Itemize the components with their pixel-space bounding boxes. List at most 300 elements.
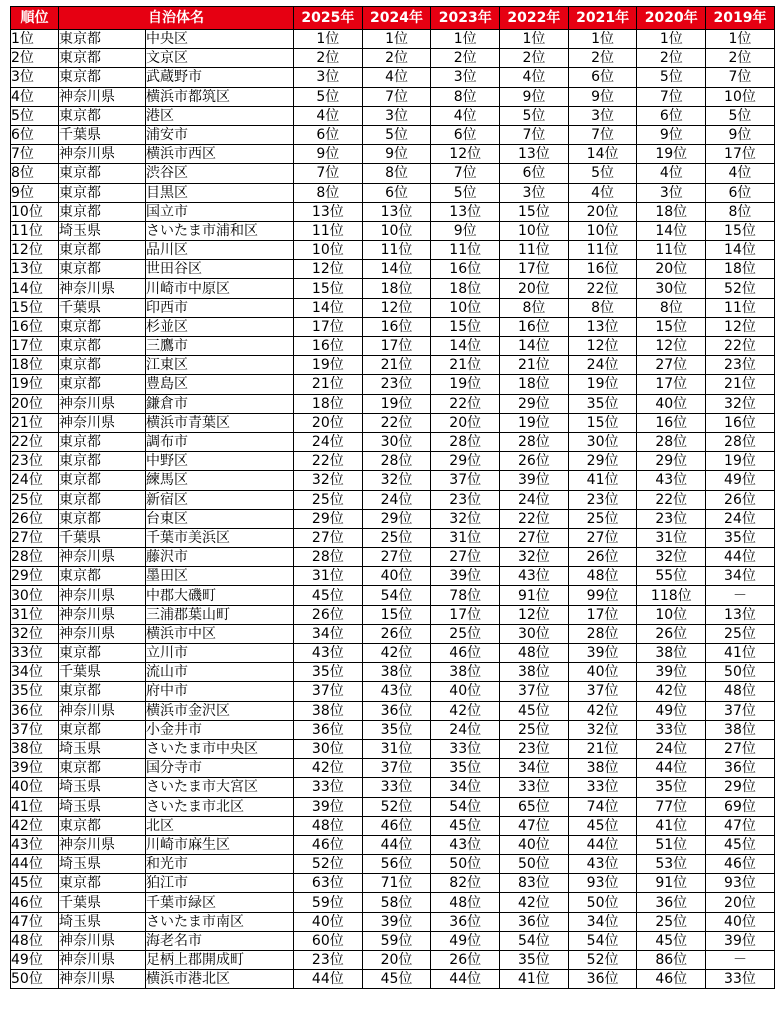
city-cell: 流山市: [146, 663, 294, 682]
year-2023-cell: 17位: [431, 605, 500, 624]
header-year-2021: 2021年: [568, 7, 637, 30]
year-2022-cell: 24位: [500, 490, 569, 509]
year-2020-cell: 19位: [637, 145, 706, 164]
table-row: [11, 855, 775, 874]
table-row: [11, 912, 775, 931]
year-2025-cell: 63位: [294, 874, 363, 893]
rank-cell: 32位: [11, 624, 59, 643]
year-2021-cell: 48位: [568, 567, 637, 586]
prefecture-cell: 神奈川県: [59, 701, 146, 720]
year-2024-cell: 22位: [362, 413, 431, 432]
year-2021-cell: 41位: [568, 471, 637, 490]
year-2021-cell: 37位: [568, 682, 637, 701]
rank-cell: 38位: [11, 739, 59, 758]
rank-cell: 4位: [11, 87, 59, 106]
year-2019-cell: 52位: [706, 279, 775, 298]
year-2021-cell: 26位: [568, 548, 637, 567]
year-2023-cell: 45位: [431, 816, 500, 835]
year-2019-cell: 8位: [706, 202, 775, 221]
prefecture-cell: 東京都: [59, 337, 146, 356]
table-row: [11, 106, 775, 125]
city-cell: 鎌倉市: [146, 394, 294, 413]
city-cell: 横浜市西区: [146, 145, 294, 164]
rank-cell: 31位: [11, 605, 59, 624]
year-2019-cell: 93位: [706, 874, 775, 893]
year-2024-cell: 43位: [362, 682, 431, 701]
table-row: [11, 49, 775, 68]
year-2023-cell: 38位: [431, 663, 500, 682]
year-2020-cell: 77位: [637, 797, 706, 816]
rank-cell: 34位: [11, 663, 59, 682]
year-2024-cell: 9位: [362, 145, 431, 164]
year-2025-cell: 15位: [294, 279, 363, 298]
table-row: [11, 221, 775, 240]
prefecture-cell: 埼玉県: [59, 739, 146, 758]
year-2024-cell: 3位: [362, 106, 431, 125]
year-2022-cell: 10位: [500, 221, 569, 240]
year-2020-cell: 28位: [637, 432, 706, 451]
year-2024-cell: 18位: [362, 279, 431, 298]
city-cell: さいたま市大宮区: [146, 778, 294, 797]
rank-cell: 16位: [11, 317, 59, 336]
year-2023-cell: 7位: [431, 164, 500, 183]
year-2024-cell: 56位: [362, 855, 431, 874]
city-cell: 横浜市都筑区: [146, 87, 294, 106]
header-year-2023: 2023年: [431, 7, 500, 30]
city-cell: 世田谷区: [146, 260, 294, 279]
year-2021-cell: 5位: [568, 164, 637, 183]
year-2025-cell: 48位: [294, 816, 363, 835]
year-2024-cell: 6位: [362, 183, 431, 202]
year-2021-cell: 10位: [568, 221, 637, 240]
year-2023-cell: 42位: [431, 701, 500, 720]
year-2019-cell: 39位: [706, 931, 775, 950]
prefecture-cell: 東京都: [59, 490, 146, 509]
year-2025-cell: 26位: [294, 605, 363, 624]
table-row: [11, 528, 775, 547]
year-2022-cell: 12位: [500, 605, 569, 624]
year-2021-cell: 9位: [568, 87, 637, 106]
year-2019-cell: 38位: [706, 720, 775, 739]
year-2025-cell: 6位: [294, 125, 363, 144]
city-cell: 国立市: [146, 202, 294, 221]
year-2019-cell: 14位: [706, 241, 775, 260]
rank-cell: 18位: [11, 356, 59, 375]
year-2020-cell: 25位: [637, 912, 706, 931]
year-2024-cell: 31位: [362, 739, 431, 758]
table-row: [11, 893, 775, 912]
city-cell: さいたま市浦和区: [146, 221, 294, 240]
year-2020-cell: 55位: [637, 567, 706, 586]
rank-cell: 3位: [11, 68, 59, 87]
year-2024-cell: 33位: [362, 778, 431, 797]
year-2019-cell: 28位: [706, 432, 775, 451]
year-2024-cell: 7位: [362, 87, 431, 106]
year-2019-cell: 33位: [706, 970, 775, 989]
prefecture-cell: 埼玉県: [59, 778, 146, 797]
rank-cell: 8位: [11, 164, 59, 183]
city-cell: 江東区: [146, 356, 294, 375]
year-2025-cell: 16位: [294, 337, 363, 356]
year-2019-cell: 19位: [706, 452, 775, 471]
year-2021-cell: 28位: [568, 624, 637, 643]
city-cell: 和光市: [146, 855, 294, 874]
table-row: [11, 778, 775, 797]
prefecture-cell: 東京都: [59, 68, 146, 87]
year-2023-cell: 40位: [431, 682, 500, 701]
year-2020-cell: 43位: [637, 471, 706, 490]
prefecture-cell: 東京都: [59, 509, 146, 528]
year-2021-cell: 21位: [568, 739, 637, 758]
year-2023-cell: 44位: [431, 970, 500, 989]
prefecture-cell: 東京都: [59, 106, 146, 125]
table-row: [11, 931, 775, 950]
year-2019-cell: 26位: [706, 490, 775, 509]
rank-cell: 15位: [11, 298, 59, 317]
table-row: [11, 432, 775, 451]
year-2024-cell: 4位: [362, 68, 431, 87]
year-2025-cell: 10位: [294, 241, 363, 260]
year-2022-cell: 20位: [500, 279, 569, 298]
prefecture-cell: 東京都: [59, 356, 146, 375]
year-2022-cell: 34位: [500, 759, 569, 778]
year-2025-cell: 24位: [294, 432, 363, 451]
city-cell: 武蔵野市: [146, 68, 294, 87]
year-2023-cell: 37位: [431, 471, 500, 490]
header-year-2024: 2024年: [362, 7, 431, 30]
prefecture-cell: 千葉県: [59, 528, 146, 547]
rank-cell: 1位: [11, 30, 59, 49]
rank-cell: 12位: [11, 241, 59, 260]
year-2025-cell: 3位: [294, 68, 363, 87]
year-2020-cell: 22位: [637, 490, 706, 509]
year-2022-cell: 91位: [500, 586, 569, 605]
year-2020-cell: 14位: [637, 221, 706, 240]
rank-cell: 48位: [11, 931, 59, 950]
prefecture-cell: 神奈川県: [59, 970, 146, 989]
prefecture-cell: 千葉県: [59, 893, 146, 912]
year-2020-cell: 6位: [637, 106, 706, 125]
year-2025-cell: 38位: [294, 701, 363, 720]
year-2021-cell: 50位: [568, 893, 637, 912]
rank-cell: 11位: [11, 221, 59, 240]
year-2025-cell: 1位: [294, 30, 363, 49]
year-2024-cell: 23位: [362, 375, 431, 394]
city-cell: 北区: [146, 816, 294, 835]
rank-cell: 19位: [11, 375, 59, 394]
year-2019-cell: 17位: [706, 145, 775, 164]
year-2024-cell: 37位: [362, 759, 431, 778]
year-2024-cell: 46位: [362, 816, 431, 835]
year-2020-cell: 42位: [637, 682, 706, 701]
year-2019-cell: 16位: [706, 413, 775, 432]
year-2023-cell: 11位: [431, 241, 500, 260]
prefecture-cell: 神奈川県: [59, 835, 146, 854]
year-2023-cell: 36位: [431, 912, 500, 931]
year-2024-cell: 11位: [362, 241, 431, 260]
rank-cell: 27位: [11, 528, 59, 547]
year-2022-cell: 1位: [500, 30, 569, 49]
year-2022-cell: 36位: [500, 912, 569, 931]
city-cell: 新宿区: [146, 490, 294, 509]
prefecture-cell: 埼玉県: [59, 912, 146, 931]
year-2019-cell: 29位: [706, 778, 775, 797]
rank-cell: 50位: [11, 970, 59, 989]
year-2020-cell: 118位: [637, 586, 706, 605]
year-2024-cell: 13位: [362, 202, 431, 221]
year-2022-cell: 39位: [500, 471, 569, 490]
prefecture-cell: 神奈川県: [59, 394, 146, 413]
table-row: [11, 471, 775, 490]
year-2022-cell: 19位: [500, 413, 569, 432]
year-2024-cell: 39位: [362, 912, 431, 931]
year-2022-cell: 3位: [500, 183, 569, 202]
table-row: [11, 663, 775, 682]
year-2025-cell: 59位: [294, 893, 363, 912]
city-cell: 府中市: [146, 682, 294, 701]
header-year-2019: 2019年: [706, 7, 775, 30]
city-cell: 川崎市中原区: [146, 279, 294, 298]
rank-cell: 24位: [11, 471, 59, 490]
table-row: [11, 720, 775, 739]
year-2019-cell: 24位: [706, 509, 775, 528]
year-2024-cell: 12位: [362, 298, 431, 317]
table-row: [11, 413, 775, 432]
year-2022-cell: 8位: [500, 298, 569, 317]
year-2023-cell: 13位: [431, 202, 500, 221]
year-2020-cell: 45位: [637, 931, 706, 950]
table-row: [11, 317, 775, 336]
year-2019-cell: 32位: [706, 394, 775, 413]
year-2022-cell: 47位: [500, 816, 569, 835]
rank-cell: 49位: [11, 951, 59, 970]
prefecture-cell: 神奈川県: [59, 413, 146, 432]
year-2020-cell: 18位: [637, 202, 706, 221]
year-2019-cell: 45位: [706, 835, 775, 854]
year-2020-cell: 27位: [637, 356, 706, 375]
year-2022-cell: 65位: [500, 797, 569, 816]
city-cell: 国分寺市: [146, 759, 294, 778]
year-2025-cell: 25位: [294, 490, 363, 509]
year-2020-cell: 53位: [637, 855, 706, 874]
year-2022-cell: 33位: [500, 778, 569, 797]
year-2024-cell: 45位: [362, 970, 431, 989]
year-2020-cell: 35位: [637, 778, 706, 797]
year-2019-cell: 40位: [706, 912, 775, 931]
table-row: [11, 682, 775, 701]
year-2019-cell: 9位: [706, 125, 775, 144]
year-2024-cell: 14位: [362, 260, 431, 279]
year-2023-cell: 26位: [431, 951, 500, 970]
table-row: [11, 644, 775, 663]
year-2022-cell: 4位: [500, 68, 569, 87]
table-body: [11, 30, 775, 989]
prefecture-cell: 東京都: [59, 49, 146, 68]
rank-cell: 30位: [11, 586, 59, 605]
year-2020-cell: 44位: [637, 759, 706, 778]
year-2024-cell: 35位: [362, 720, 431, 739]
rank-cell: 22位: [11, 432, 59, 451]
year-2020-cell: 49位: [637, 701, 706, 720]
rank-cell: 14位: [11, 279, 59, 298]
table-row: [11, 241, 775, 260]
prefecture-cell: 東京都: [59, 30, 146, 49]
year-2020-cell: 40位: [637, 394, 706, 413]
year-2021-cell: 22位: [568, 279, 637, 298]
year-2025-cell: 30位: [294, 739, 363, 758]
year-2022-cell: 15位: [500, 202, 569, 221]
city-cell: 渋谷区: [146, 164, 294, 183]
year-2024-cell: 44位: [362, 835, 431, 854]
year-2024-cell: 10位: [362, 221, 431, 240]
prefecture-cell: 神奈川県: [59, 279, 146, 298]
year-2021-cell: 93位: [568, 874, 637, 893]
prefecture-cell: 神奈川県: [59, 548, 146, 567]
year-2021-cell: 4位: [568, 183, 637, 202]
year-2025-cell: 22位: [294, 452, 363, 471]
year-2023-cell: 5位: [431, 183, 500, 202]
rank-cell: 39位: [11, 759, 59, 778]
year-2025-cell: 52位: [294, 855, 363, 874]
year-2019-cell: 5位: [706, 106, 775, 125]
rank-cell: 43位: [11, 835, 59, 854]
prefecture-cell: 千葉県: [59, 125, 146, 144]
year-2024-cell: 17位: [362, 337, 431, 356]
city-cell: 目黒区: [146, 183, 294, 202]
year-2024-cell: 2位: [362, 49, 431, 68]
year-2022-cell: 7位: [500, 125, 569, 144]
year-2023-cell: 1位: [431, 30, 500, 49]
year-2023-cell: 16位: [431, 260, 500, 279]
year-2022-cell: 27位: [500, 528, 569, 547]
year-2022-cell: 50位: [500, 855, 569, 874]
year-2022-cell: 41位: [500, 970, 569, 989]
year-2022-cell: 83位: [500, 874, 569, 893]
rank-cell: 7位: [11, 145, 59, 164]
year-2021-cell: 32位: [568, 720, 637, 739]
year-2023-cell: 23位: [431, 490, 500, 509]
prefecture-cell: 東京都: [59, 241, 146, 260]
year-2024-cell: 15位: [362, 605, 431, 624]
year-2023-cell: 82位: [431, 874, 500, 893]
year-2024-cell: 8位: [362, 164, 431, 183]
table-row: [11, 125, 775, 144]
year-2025-cell: 45位: [294, 586, 363, 605]
year-2022-cell: 42位: [500, 893, 569, 912]
year-2025-cell: 46位: [294, 835, 363, 854]
year-2025-cell: 34位: [294, 624, 363, 643]
year-2024-cell: 1位: [362, 30, 431, 49]
year-2019-cell: 48位: [706, 682, 775, 701]
year-2022-cell: 2位: [500, 49, 569, 68]
year-2025-cell: 37位: [294, 682, 363, 701]
prefecture-cell: 東京都: [59, 317, 146, 336]
year-2020-cell: 3位: [637, 183, 706, 202]
year-2022-cell: 9位: [500, 87, 569, 106]
year-2020-cell: 86位: [637, 951, 706, 970]
year-2024-cell: 25位: [362, 528, 431, 547]
year-2019-cell: －: [706, 951, 775, 970]
year-2021-cell: 27位: [568, 528, 637, 547]
year-2020-cell: 36位: [637, 893, 706, 912]
year-2022-cell: 43位: [500, 567, 569, 586]
year-2025-cell: 18位: [294, 394, 363, 413]
rank-cell: 42位: [11, 816, 59, 835]
year-2021-cell: 25位: [568, 509, 637, 528]
table-row: [11, 490, 775, 509]
year-2019-cell: 13位: [706, 605, 775, 624]
table-row: [11, 337, 775, 356]
city-cell: 台東区: [146, 509, 294, 528]
rank-cell: 37位: [11, 720, 59, 739]
city-cell: 千葉市緑区: [146, 893, 294, 912]
year-2024-cell: 36位: [362, 701, 431, 720]
year-2025-cell: 8位: [294, 183, 363, 202]
year-2025-cell: 14位: [294, 298, 363, 317]
prefecture-cell: 東京都: [59, 567, 146, 586]
year-2019-cell: 23位: [706, 356, 775, 375]
prefecture-cell: 神奈川県: [59, 586, 146, 605]
year-2020-cell: 30位: [637, 279, 706, 298]
year-2024-cell: 16位: [362, 317, 431, 336]
year-2024-cell: 24位: [362, 490, 431, 509]
city-cell: さいたま市北区: [146, 797, 294, 816]
year-2023-cell: 18位: [431, 279, 500, 298]
year-2023-cell: 48位: [431, 893, 500, 912]
rank-cell: 6位: [11, 125, 59, 144]
prefecture-cell: 東京都: [59, 759, 146, 778]
table-row: [11, 835, 775, 854]
year-2020-cell: 26位: [637, 624, 706, 643]
table-row: [11, 816, 775, 835]
year-2024-cell: 54位: [362, 586, 431, 605]
year-2023-cell: 22位: [431, 394, 500, 413]
year-2022-cell: 18位: [500, 375, 569, 394]
rank-cell: 5位: [11, 106, 59, 125]
header-rank: 順位: [11, 7, 59, 30]
year-2024-cell: 58位: [362, 893, 431, 912]
year-2021-cell: 1位: [568, 30, 637, 49]
prefecture-cell: 神奈川県: [59, 605, 146, 624]
year-2019-cell: 37位: [706, 701, 775, 720]
table-row: [11, 394, 775, 413]
city-cell: 練馬区: [146, 471, 294, 490]
year-2019-cell: 47位: [706, 816, 775, 835]
year-2022-cell: 38位: [500, 663, 569, 682]
year-2021-cell: 16位: [568, 260, 637, 279]
table-row: [11, 30, 775, 49]
table-row: [11, 356, 775, 375]
year-2022-cell: 22位: [500, 509, 569, 528]
city-cell: 墨田区: [146, 567, 294, 586]
year-2019-cell: 2位: [706, 49, 775, 68]
rank-cell: 41位: [11, 797, 59, 816]
table-row: [11, 739, 775, 758]
year-2022-cell: 11位: [500, 241, 569, 260]
rank-cell: 13位: [11, 260, 59, 279]
year-2021-cell: 12位: [568, 337, 637, 356]
prefecture-cell: 東京都: [59, 432, 146, 451]
rank-cell: 36位: [11, 701, 59, 720]
year-2023-cell: 24位: [431, 720, 500, 739]
year-2020-cell: 39位: [637, 663, 706, 682]
year-2019-cell: －: [706, 586, 775, 605]
prefecture-cell: 埼玉県: [59, 797, 146, 816]
city-cell: 杉並区: [146, 317, 294, 336]
year-2021-cell: 8位: [568, 298, 637, 317]
year-2020-cell: 8位: [637, 298, 706, 317]
year-2019-cell: 12位: [706, 317, 775, 336]
